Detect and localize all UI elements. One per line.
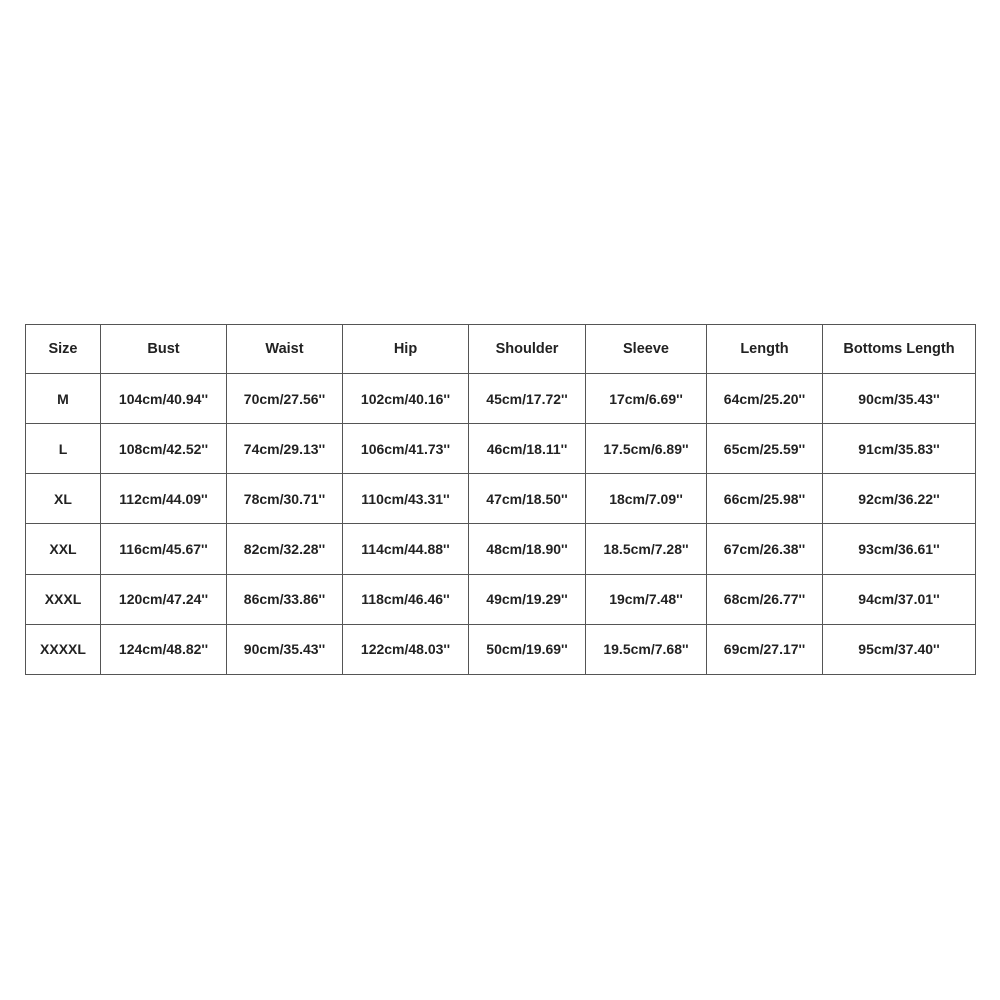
size-chart-container [25,324,975,675]
cell-shoulder: 50cm/19.69'' [469,624,586,674]
cell-shoulder: 46cm/18.11'' [469,424,586,474]
cell-sleeve: 17.5cm/6.89'' [586,424,707,474]
header-row [26,325,976,374]
cell-size: XL [26,474,101,524]
cell-length: 68cm/26.77'' [707,574,823,624]
cell-length: 67cm/26.38'' [707,524,823,574]
cell-bust: 108cm/42.52'' [101,424,227,474]
header-waist: Waist [227,325,343,374]
cell-bottoms-length: 91cm/35.83'' [823,424,976,474]
table-row [26,474,976,524]
cell-length: 65cm/25.59'' [707,424,823,474]
cell-waist: 86cm/33.86'' [227,574,343,624]
cell-sleeve: 19cm/7.48'' [586,574,707,624]
cell-hip: 106cm/41.73'' [343,424,469,474]
header-size: Size [26,325,101,374]
size-chart-table [25,324,976,675]
cell-bust: 120cm/47.24'' [101,574,227,624]
cell-size: XXL [26,524,101,574]
table-row [26,374,976,424]
header-length: Length [707,325,823,374]
table-row [26,424,976,474]
cell-sleeve: 18.5cm/7.28'' [586,524,707,574]
cell-hip: 122cm/48.03'' [343,624,469,674]
cell-bottoms-length: 92cm/36.22'' [823,474,976,524]
table-row [26,574,976,624]
cell-waist: 74cm/29.13'' [227,424,343,474]
cell-sleeve: 17cm/6.69'' [586,374,707,424]
cell-bust: 116cm/45.67'' [101,524,227,574]
cell-hip: 118cm/46.46'' [343,574,469,624]
cell-waist: 78cm/30.71'' [227,474,343,524]
cell-length: 64cm/25.20'' [707,374,823,424]
header-shoulder: Shoulder [469,325,586,374]
header-bottoms-length: Bottoms Length [823,325,976,374]
cell-bust: 104cm/40.94'' [101,374,227,424]
table-row [26,624,976,674]
header-sleeve: Sleeve [586,325,707,374]
cell-bottoms-length: 95cm/37.40'' [823,624,976,674]
cell-bust: 124cm/48.82'' [101,624,227,674]
cell-shoulder: 48cm/18.90'' [469,524,586,574]
cell-length: 69cm/27.17'' [707,624,823,674]
table-row [26,524,976,574]
cell-sleeve: 19.5cm/7.68'' [586,624,707,674]
cell-waist: 70cm/27.56'' [227,374,343,424]
cell-size: M [26,374,101,424]
header-bust: Bust [101,325,227,374]
cell-size: XXXL [26,574,101,624]
cell-waist: 90cm/35.43'' [227,624,343,674]
cell-shoulder: 45cm/17.72'' [469,374,586,424]
cell-waist: 82cm/32.28'' [227,524,343,574]
cell-shoulder: 47cm/18.50'' [469,474,586,524]
cell-hip: 114cm/44.88'' [343,524,469,574]
cell-length: 66cm/25.98'' [707,474,823,524]
cell-size: L [26,424,101,474]
cell-sleeve: 18cm/7.09'' [586,474,707,524]
cell-size: XXXXL [26,624,101,674]
cell-bottoms-length: 90cm/35.43'' [823,374,976,424]
cell-hip: 102cm/40.16'' [343,374,469,424]
cell-hip: 110cm/43.31'' [343,474,469,524]
cell-bust: 112cm/44.09'' [101,474,227,524]
cell-bottoms-length: 93cm/36.61'' [823,524,976,574]
cell-shoulder: 49cm/19.29'' [469,574,586,624]
cell-bottoms-length: 94cm/37.01'' [823,574,976,624]
header-hip: Hip [343,325,469,374]
